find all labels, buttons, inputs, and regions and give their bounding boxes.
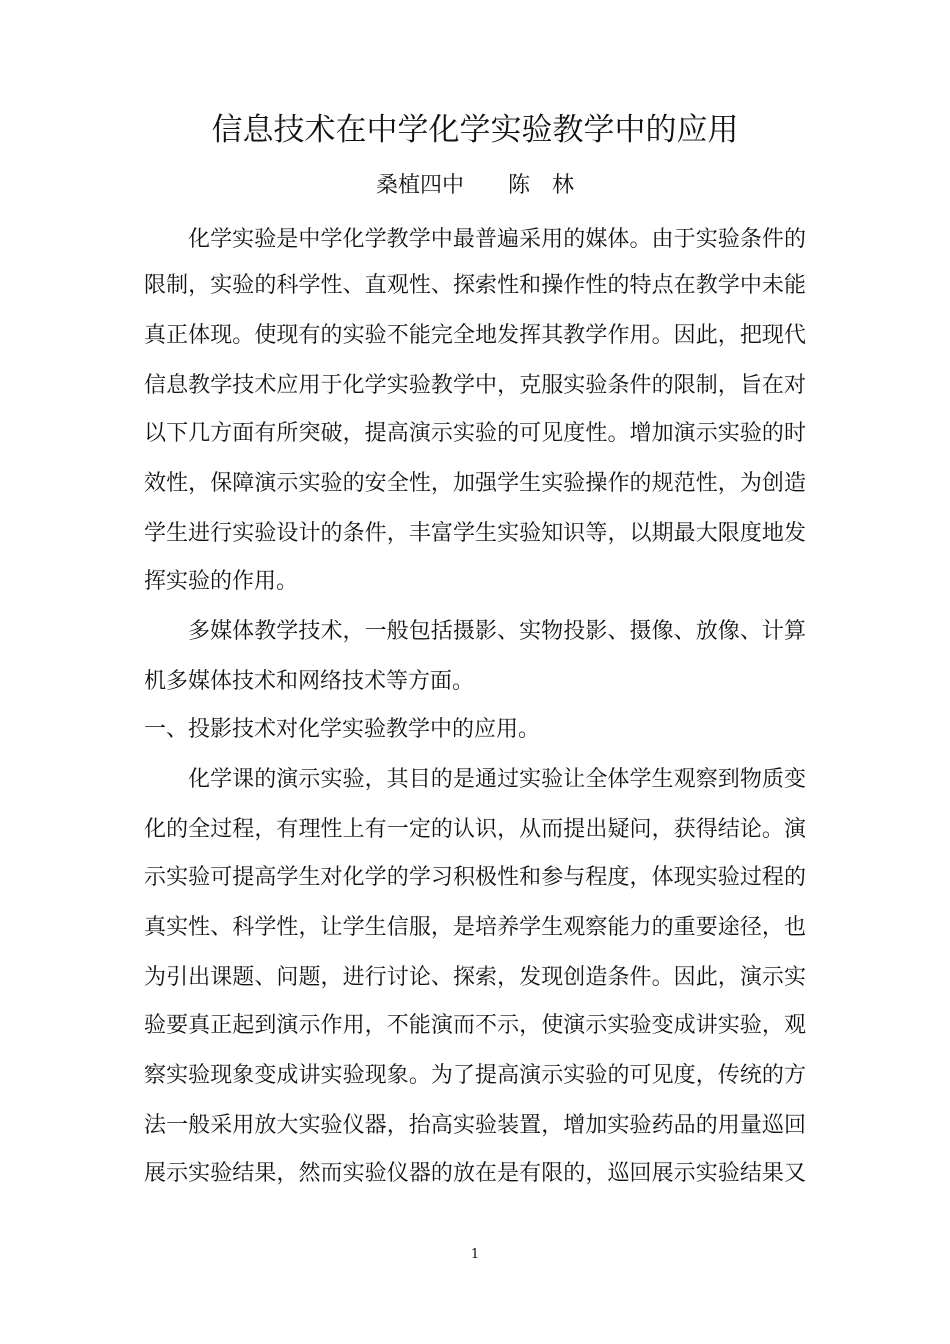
paragraph-3-line-3: 示实验可提高学生对化学的学习积极性和参与程度，体现实验过程的 xyxy=(144,865,806,890)
paragraph-3-line-9: 展示实验结果，然而实验仪器的放在是有限的，巡回展示实验结果又 xyxy=(144,1161,806,1186)
paragraph-3-line-4: 真实性、科学性，让学生信服，是培养学生观察能力的重要途径，也 xyxy=(144,915,806,940)
paragraph-3-line-8: 法一般采用放大实验仪器，抬高实验装置，增加实验药品的用量巡回 xyxy=(144,1113,806,1138)
paragraph-1-line-3: 真正体现。使现有的实验不能完全地发挥其教学作用。因此，把现代 xyxy=(144,323,806,348)
paragraph-1-line-7: 学生进行实验设计的条件，丰富学生实验知识等，以期最大限度地发 xyxy=(144,521,806,546)
paragraph-2-line-1: 多媒体教学技术，一般包括摄影、实物投影、摄像、放像、计算 xyxy=(188,619,806,644)
paragraph-1-line-2: 限制，实验的科学性、直观性、探索性和操作性的特点在教学中未能 xyxy=(144,273,806,298)
document-title: 信息技术在中学化学实验教学中的应用 xyxy=(211,112,739,148)
paragraph-1-line-1: 化学实验是中学化学教学中最普遍采用的媒体。由于实验条件的 xyxy=(188,227,806,252)
paragraph-1-line-5: 以下几方面有所突破，提高演示实验的可见度性。增加演示实验的时 xyxy=(144,421,806,446)
paragraph-3-line-2: 化的全过程，有理性上有一定的认识，从而提出疑问，获得结论。演 xyxy=(144,817,806,842)
paragraph-3-line-6: 验要真正起到演示作用，不能演而不示，使演示实验变成讲实验，观 xyxy=(144,1013,806,1038)
page-number: 1 xyxy=(470,1247,480,1262)
paragraph-1-line-8: 挥实验的作用。 xyxy=(144,569,299,594)
section-heading-1: 一、投影技术对化学实验教学中的应用。 xyxy=(144,717,541,742)
paragraph-2-line-2: 机多媒体技术和网络技术等方面。 xyxy=(144,669,475,694)
paragraph-3-line-7: 察实验现象变成讲实验现象。为了提高演示实验的可见度，传统的方 xyxy=(144,1063,806,1088)
paragraph-1-line-4: 信息教学技术应用于化学实验教学中，克服实验条件的限制，旨在对 xyxy=(144,373,806,398)
paragraph-3-line-5: 为引出课题、问题，进行讨论、探索，发现创造条件。因此，演示实 xyxy=(144,965,806,990)
author-byline: 桑植四中 陈 林 xyxy=(375,173,574,198)
paragraph-1-line-6: 效性，保障演示实验的安全性，加强学生实验操作的规范性，为创造 xyxy=(144,471,806,496)
paragraph-3-line-1: 化学课的演示实验，其目的是通过实验让全体学生观察到物质变 xyxy=(188,767,806,792)
